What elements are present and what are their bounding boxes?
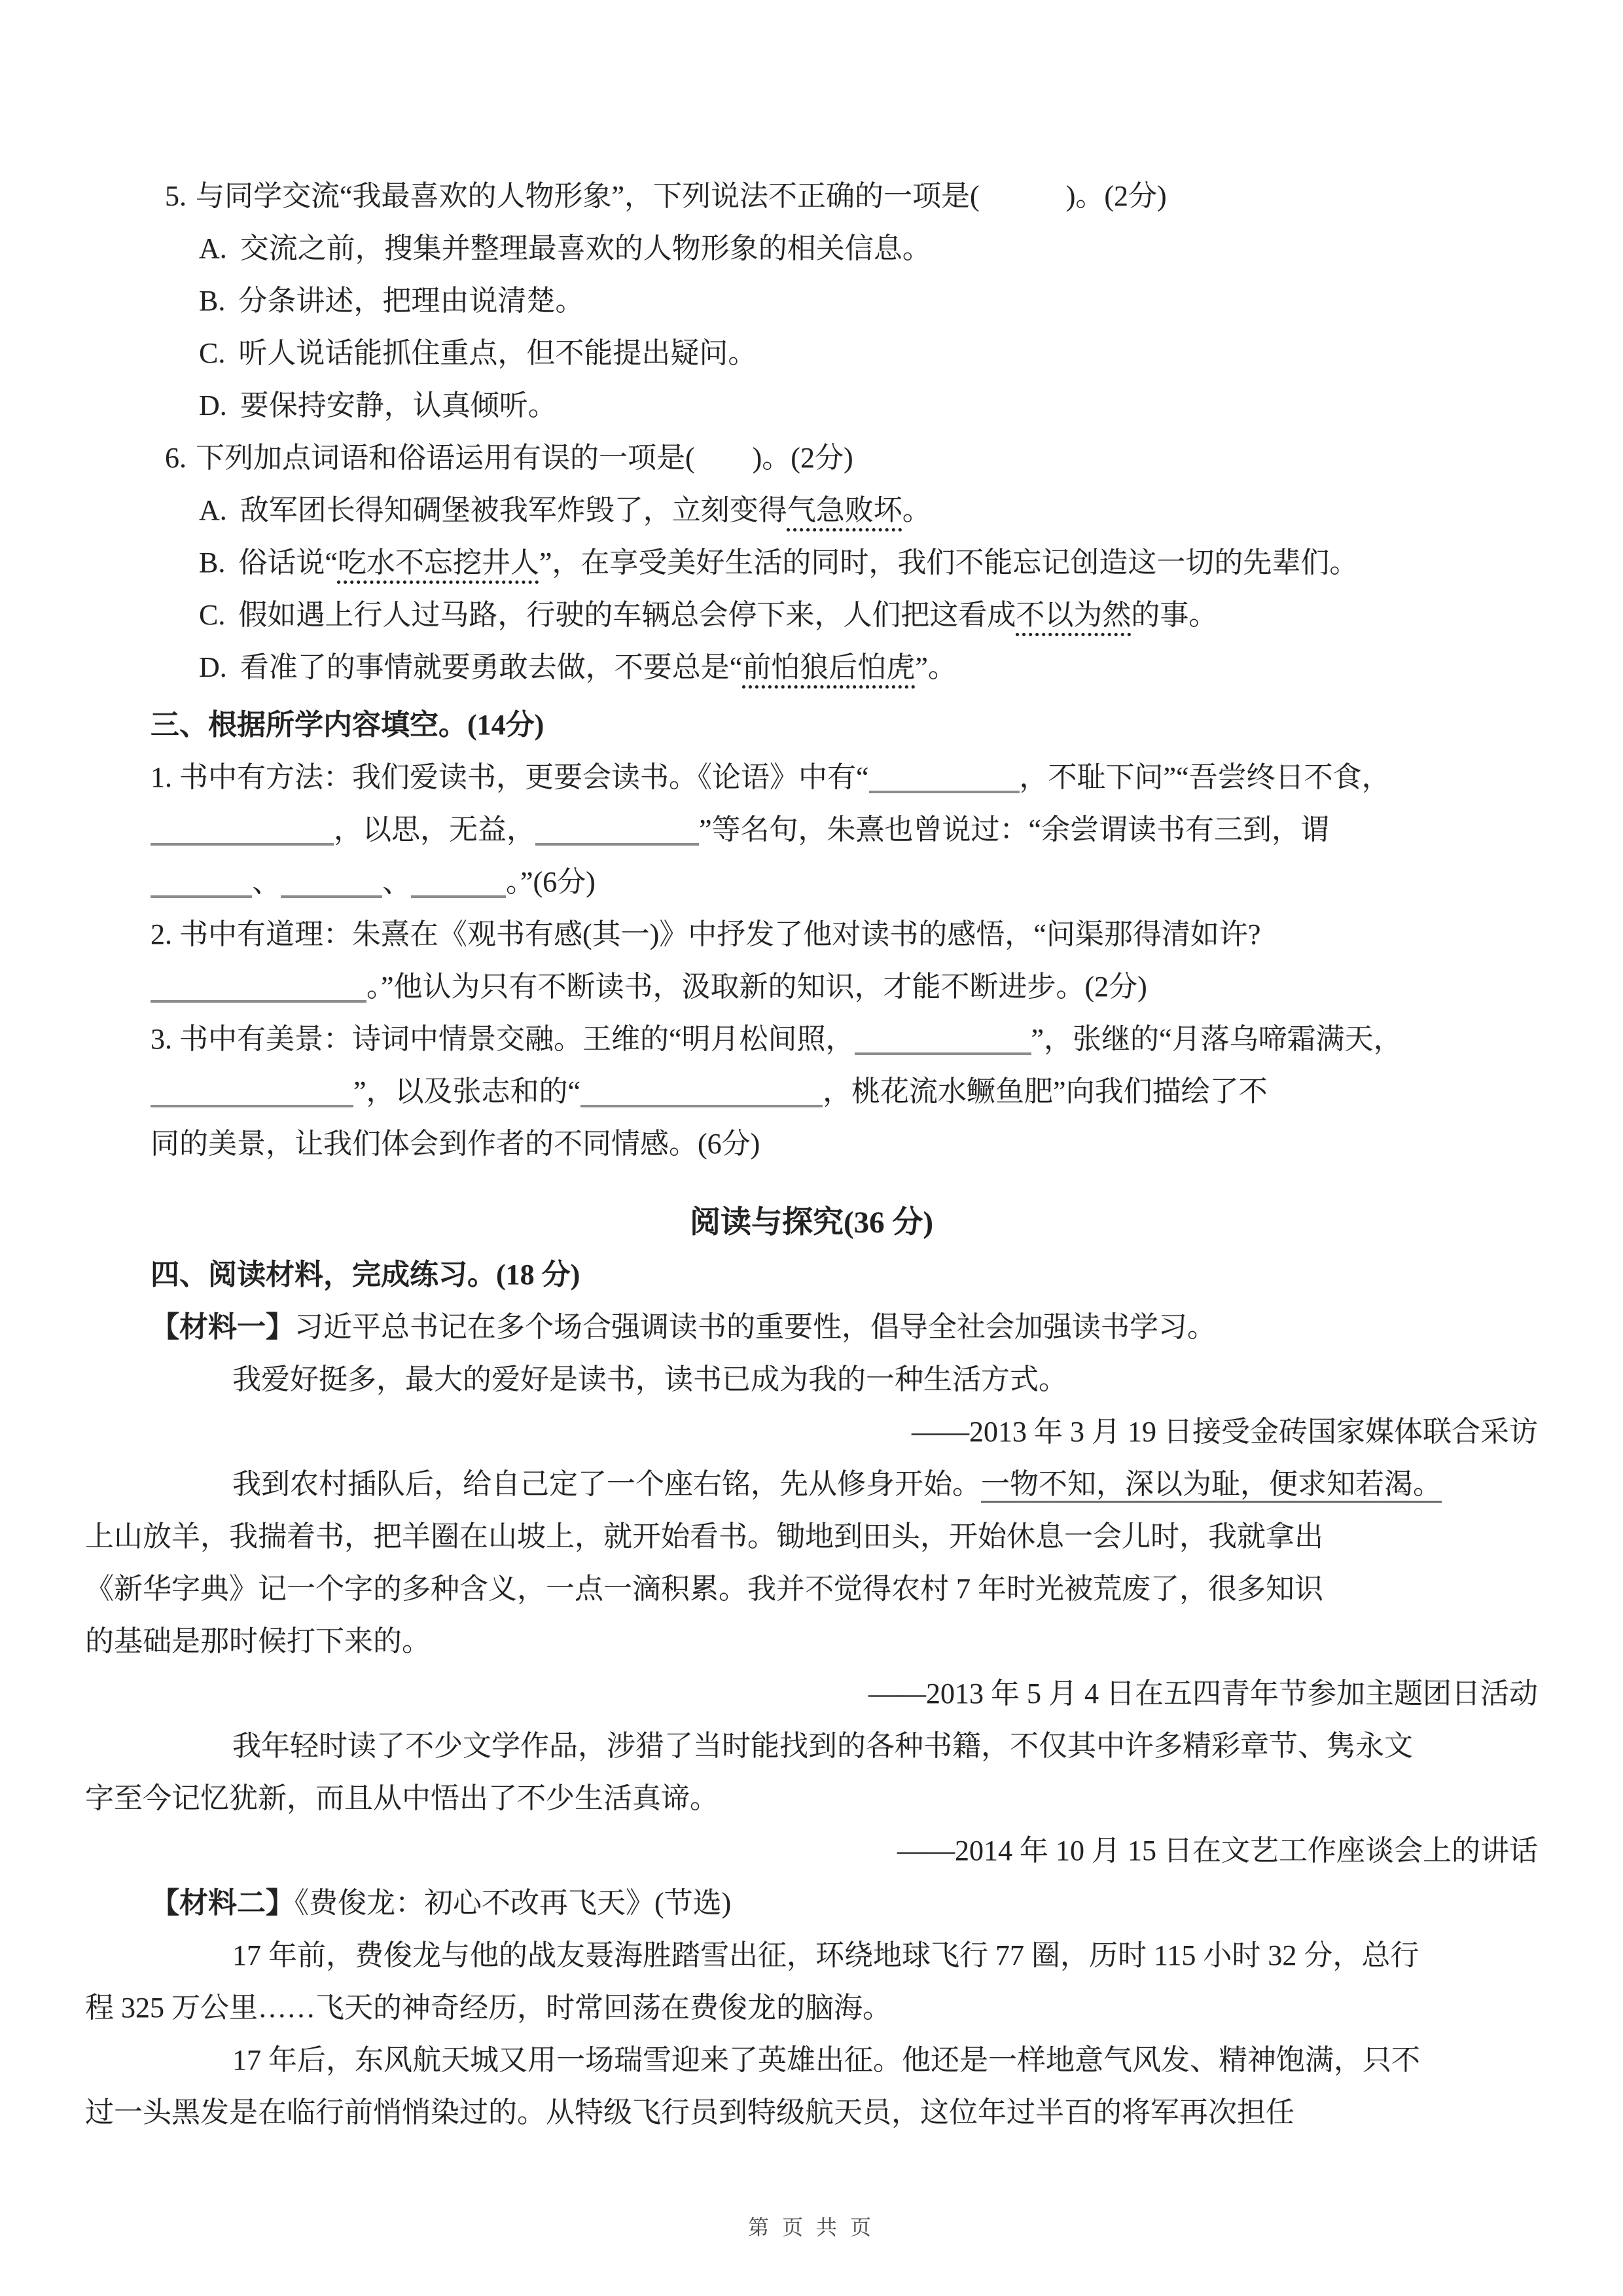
- material-1-para-2-line-3: [85, 1563, 1538, 1615]
- text-segment: 、: [382, 866, 411, 898]
- material-2-title: [151, 1877, 1472, 1929]
- text-segment: 上山放羊，我揣着书，把羊圈在山坡上，就开始看书。锄地到田头，开始休息一会儿时，我就拿出: [85, 1520, 1323, 1552]
- text-segment: 我爱好挺多，最大的爱好是读书，读书已成为我的一种生活方式。: [232, 1363, 1067, 1395]
- text-segment: 同的美景，让我们体会到作者的不同情感。(6分): [151, 1128, 760, 1160]
- fill-q3-line1: [151, 1013, 1472, 1066]
- material-1-date-2: [85, 1668, 1538, 1720]
- text-segment: 我到农村插队后，给自己定了一个座右铭，先从修身开始。: [232, 1468, 981, 1500]
- material-1-date-1: [85, 1406, 1538, 1458]
- text-segment: 《新华字典》记一个字的多种含义，一点一滴积累。我并不觉得农村 7 年时光被荒废了，很多知识: [85, 1573, 1323, 1605]
- text-segment: 17 年前，费俊龙与他的战友聂海胜踏雪出征，环绕地球飞行 77 圈，历时 115 小时 32 分，总行: [232, 1939, 1419, 1971]
- fill-q1-line3: [151, 856, 1472, 908]
- material-2-para-2-line-2: [85, 2087, 1538, 2139]
- text-segment: 过一头黑发是在临行前悄悄染过的。从特级飞行员到特级航天员，这位年过半百的将军再次担任: [85, 2096, 1294, 2128]
- option-text: 听人说话能抓住重点，但不能提出疑问。: [238, 337, 757, 369]
- blank-underline: [869, 762, 1020, 793]
- citation-text: ——2014 年 10 月 15 日在文艺工作座谈会上的讲话: [897, 1835, 1538, 1867]
- question-6-stem: [151, 432, 1472, 484]
- option-label: B.: [199, 547, 226, 579]
- text-segment: 。”(6分): [506, 866, 596, 898]
- section-title-text: 三、根据所学内容填空。(14分): [151, 709, 544, 741]
- exam-content: [85, 170, 1538, 2139]
- material-1-quote-1: [85, 1354, 1538, 1406]
- question-5-option-d: [151, 380, 1472, 432]
- option-label: C.: [199, 337, 226, 369]
- text-segment: ”，以及张志和的“: [353, 1075, 581, 1107]
- material-2-para-1-line-2: [85, 1982, 1538, 2034]
- option-label: A.: [199, 494, 227, 526]
- question-5-text: 与同学交流“我最喜欢的人物形象”，下列说法不正确的一项是( )。(2分): [196, 180, 1167, 212]
- question-5-option-a: [151, 223, 1472, 275]
- material-1-para-3-line-2: [85, 1772, 1538, 1825]
- emphasized-word: 前怕狼后怕虎: [742, 651, 916, 683]
- option-text: 分条讲述，把理由说清楚。: [238, 285, 584, 317]
- option-label: D.: [199, 651, 227, 683]
- blank-underline: [151, 814, 334, 846]
- text-segment: 。”他认为只有不断读书，汲取新的知识，才能不断进步。(2分): [366, 971, 1147, 1003]
- text-segment: 程 325 万公里……飞天的神奇经历，时常回荡在费俊龙的脑海。: [85, 1992, 891, 2024]
- text-segment: ”等名句，朱熹也曾说过：“余尝谓读书有三到，谓: [699, 814, 1330, 846]
- question-6-number: 6.: [165, 442, 187, 474]
- option-text: 敌军团长得知碉堡被我军炸毁了，立刻变得: [240, 494, 787, 526]
- text-segment: 3. 书中有美景：诗词中情景交融。王维的“明月松间照，: [151, 1023, 855, 1055]
- reading-section-header: [151, 1196, 1472, 1249]
- fill-q2-line2: [151, 961, 1472, 1013]
- option-label: A.: [199, 232, 227, 264]
- question-5-option-c: [151, 327, 1472, 380]
- text-segment: 习近平总书记在多个场合强调读书的重要性，倡导全社会加强读书学习。: [294, 1311, 1216, 1343]
- text-segment: 、: [252, 866, 281, 898]
- question-6-text: 下列加点词语和俗语运用有误的一项是( )。(2分): [196, 442, 853, 474]
- section-title-text: 四、阅读材料，完成练习。(18 分): [151, 1259, 580, 1291]
- text-segment: 2. 书中有道理：朱熹在《观书有感(其一)》中抒发了他对读书的感悟，“问渠那得清如许?: [151, 918, 1261, 950]
- material-1-intro: [151, 1301, 1472, 1354]
- blank-underline: [151, 971, 366, 1003]
- blank-underline: [535, 814, 699, 846]
- material-1-date-3: [85, 1825, 1538, 1877]
- material-2-tag: 【材料二】: [151, 1887, 294, 1919]
- option-text: 假如遇上行人过马路，行驶的车辆总会停下来，人们把这看成: [238, 599, 1016, 631]
- option-text: 要保持安静，认真倾听。: [240, 389, 557, 422]
- question-6-option-b: [151, 537, 1472, 589]
- fill-q3-line2: [151, 1066, 1472, 1118]
- citation-text: ——2013 年 5 月 4 日在五四青年节参加主题团日活动: [868, 1677, 1538, 1710]
- option-text: 。: [902, 494, 931, 526]
- emphasized-word: 气急败坏: [787, 494, 902, 526]
- page-footer: [0, 2211, 1623, 2241]
- blank-underline: [580, 1076, 823, 1107]
- text-segment: ，不耻下问”“吾尝终日不食，: [1019, 761, 1391, 793]
- option-text: 的事。: [1131, 599, 1218, 631]
- fill-q3-line3: [151, 1118, 1472, 1170]
- section-header-text: 阅读与探究(36 分): [689, 1206, 934, 1240]
- option-label: D.: [199, 389, 227, 422]
- text-segment: 字至今记忆犹新，而且从中悟出了不少生活真谛。: [85, 1782, 719, 1814]
- blank-underline: [151, 1076, 353, 1107]
- question-6-option-c: [151, 589, 1472, 641]
- page-number-text: 第 页 共 页: [747, 2215, 875, 2239]
- material-1-para-2-line-4: [85, 1615, 1538, 1668]
- fill-q1-line1: [151, 751, 1472, 804]
- question-5-number: 5.: [165, 180, 187, 212]
- blank-underline: [855, 1024, 1031, 1055]
- text-segment: 的基础是那时候打下来的。: [85, 1625, 431, 1657]
- blank-underline: [151, 867, 252, 898]
- text-segment: 17 年后，东风航天城又用一场瑞雪迎来了英雄出征。他还是一样地意气风发、精神饱满，只不: [232, 2044, 1420, 2076]
- option-label: C.: [199, 599, 226, 631]
- option-text: 俗话说“: [238, 547, 338, 579]
- option-text: 交流之前，搜集并整理最喜欢的人物形象的相关信息。: [240, 232, 931, 264]
- question-5-option-b: [151, 275, 1472, 327]
- citation-text: ——2013 年 3 月 19 日接受金砖国家媒体联合采访: [912, 1416, 1538, 1448]
- material-2-para-2-line-1: [85, 2034, 1538, 2087]
- material-1-para-2-line-1: [85, 1458, 1538, 1511]
- underlined-motto: 一物不知，深以为耻，便求知若渴。: [981, 1468, 1442, 1500]
- material-1-para-3-line-1: [85, 1720, 1538, 1772]
- question-6-option-a: [151, 484, 1472, 537]
- blank-underline: [411, 867, 506, 898]
- question-5-stem: [151, 170, 1472, 223]
- option-label: B.: [199, 285, 226, 317]
- material-1-para-2-line-2: [85, 1511, 1538, 1563]
- text-segment: 我年轻时读了不少文学作品，涉猎了当时能找到的各种书籍，不仅其中许多精彩章节、隽永文: [232, 1730, 1413, 1762]
- option-text: 看准了的事情就要勇敢去做，不要总是“: [240, 651, 743, 683]
- text-segment: 1. 书中有方法：我们爱读书，更要会读书。《论语》中有“: [151, 761, 869, 793]
- text-segment: ，以思，无益，: [334, 814, 535, 846]
- emphasized-word: 吃水不忘挖井人: [337, 547, 539, 579]
- material-2-title-text: 《费俊龙：初心不改再飞天》(节选): [294, 1887, 732, 1919]
- question-6-option-d: [151, 641, 1472, 694]
- blank-underline: [281, 867, 382, 898]
- text-segment: ”，张继的“月落乌啼霜满天，: [1031, 1023, 1402, 1055]
- fill-q1-line2: [151, 804, 1472, 856]
- option-text: ”。: [915, 651, 957, 683]
- material-2-para-1-line-1: [85, 1929, 1538, 1982]
- fill-q2-line1: [151, 908, 1472, 961]
- text-segment: ，桃花流水鳜鱼肥”向我们描绘了不: [823, 1075, 1268, 1107]
- emphasized-word: 不以为然: [1016, 599, 1132, 631]
- section-3-title: [151, 699, 1472, 751]
- material-1-tag: 【材料一】: [151, 1311, 294, 1343]
- option-text: ”，在享受美好生活的同时，我们不能忘记创造这一切的先辈们。: [539, 547, 1359, 579]
- section-4-title: [151, 1249, 1472, 1301]
